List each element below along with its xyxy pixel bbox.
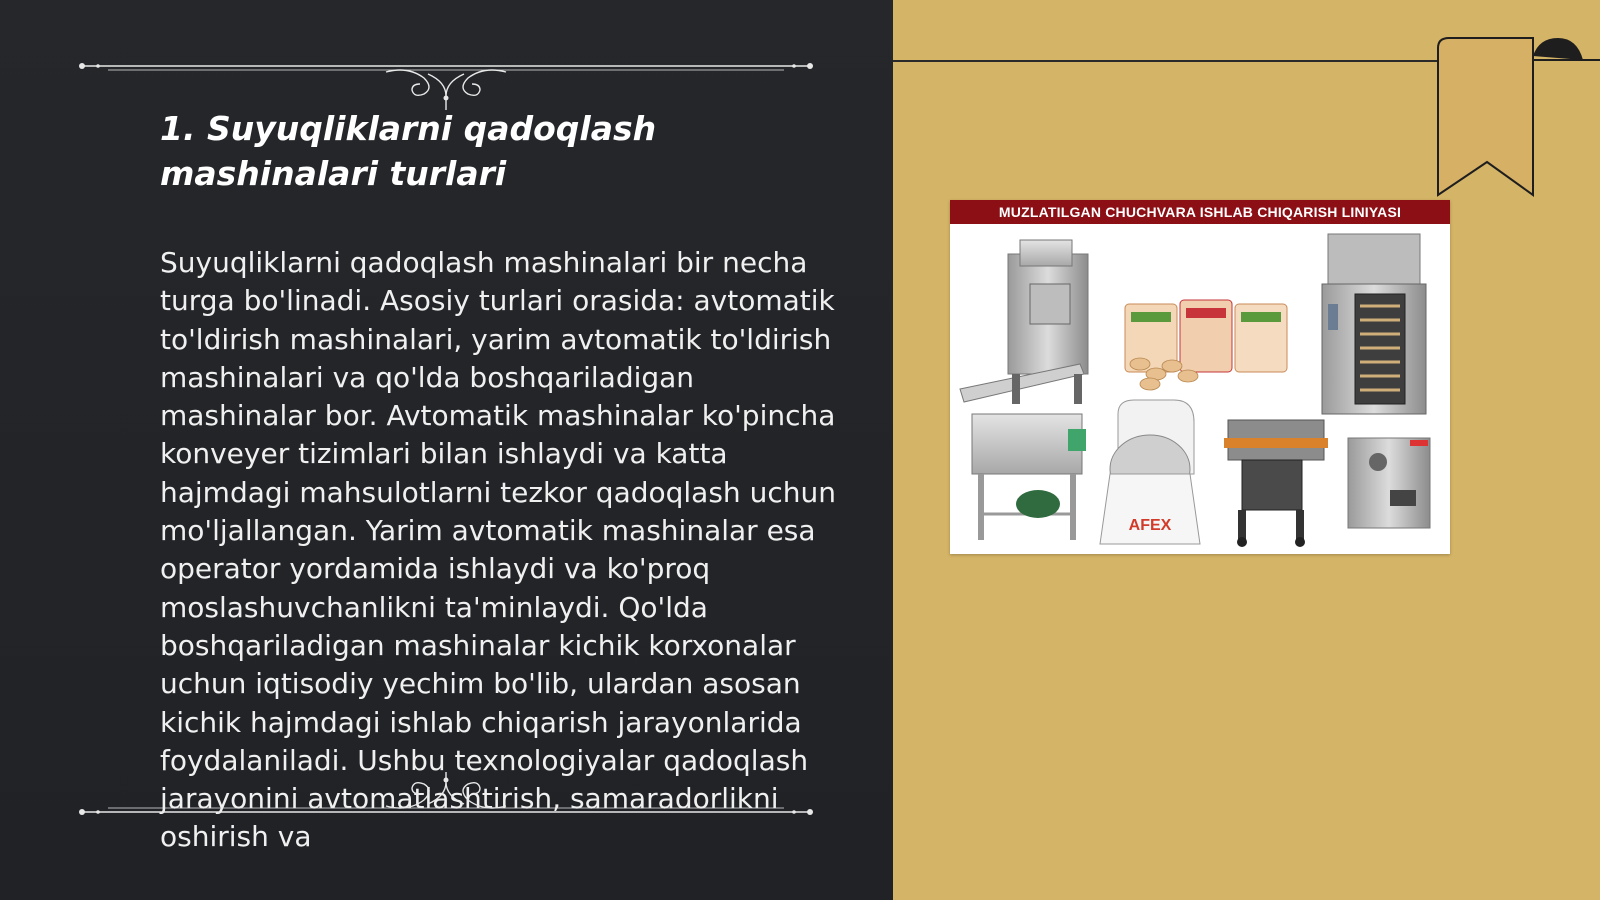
slide-body-text: Suyuqliklarni qadoqlash mashinalari bir necha turga bo'linadi. Asosiy turlari orasida: avtomatik to'ldirish mashinalari, yarim avtomatik to'ldirish mashinalari va qo'lda boshqariladigan mashinalar bor. Avtomatik mashinalar ko'pincha konveyer tizimlari bilan ishlaydi va katta hajmdagi mahsulotlarni tezkor qadoqlash uchun mo'ljallangan. Yarim avtomatik mashinalar esa operator yordamida ishlaydi va ko'proq moslashuvchanlikni ta'minlaydi. Qo'lda boshqariladigan mashinalar kichik korxonalar uchun iqtisodiy yechim bo'lib, ulardan asosan kichik hajmdagi ishlab chiqarish jarayonlarida foydalaniladi. Ushbu texnologiyalar qadoqlash jarayonini avtomatlashtirish, samaradorlikni oshirish va	[160, 246, 836, 854]
photo-banner-title: MUZLATILGAN CHUCHVARA ISHLAB CHIQARISH LINIYASI	[950, 200, 1450, 224]
right-decor-panel	[893, 0, 1600, 900]
slide-title: 1. Suyuqliklarni qadoqlash mashinalari turlari	[160, 109, 657, 193]
ornament-divider-top	[68, 52, 824, 112]
freezer-cabinet-icon	[1322, 234, 1426, 414]
ornament-divider-bottom	[68, 772, 824, 832]
product-line-photo	[950, 200, 1450, 554]
meat-grinder-icon	[1348, 438, 1430, 528]
machines-illustration	[950, 224, 1450, 554]
mixer-brand-label: AFEX	[1128, 517, 1172, 534]
bookmark-ribbon-icon	[893, 0, 1600, 200]
